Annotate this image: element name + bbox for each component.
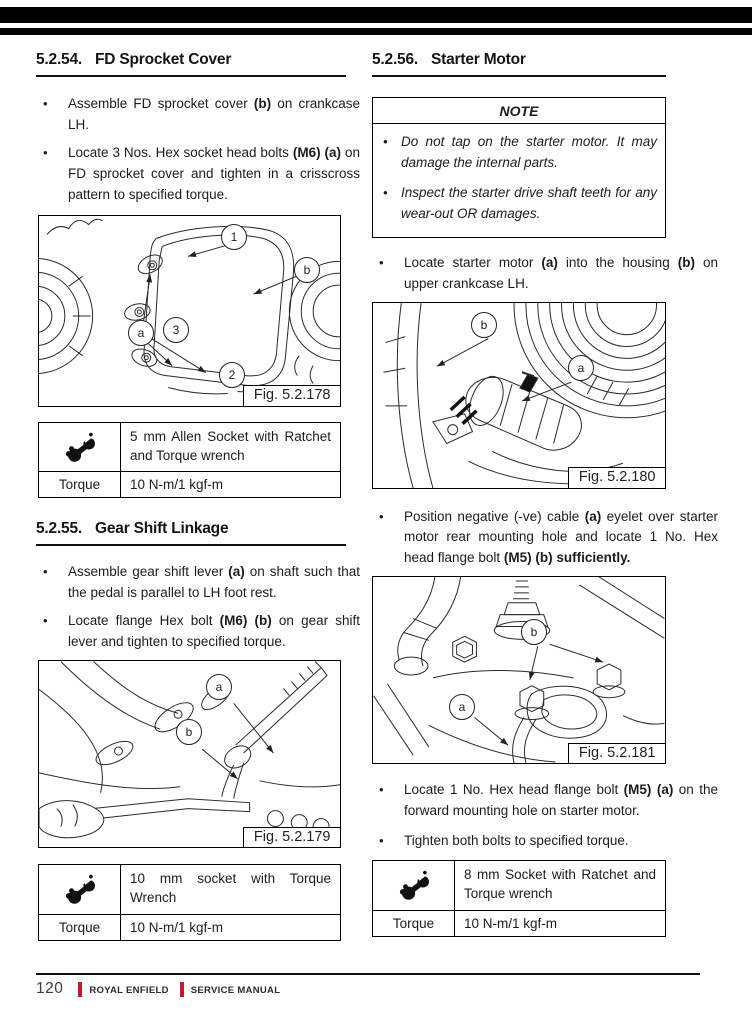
callout-1: 1 (221, 224, 247, 250)
note-title: NOTE (373, 98, 665, 124)
starter-motor-bullets-2 (372, 507, 718, 570)
note-bullet-inspect-teeth: • Inspect the starter drive shaft teeth for any wear-out OR damages. (373, 183, 657, 225)
footer (36, 980, 291, 998)
section-heading-fd-sprocket-cover (36, 51, 346, 77)
callout-b: b (176, 719, 202, 745)
gear-shift-linkage-drawing (39, 661, 340, 847)
callout-a: a (568, 355, 594, 381)
bullet-locate-bolts-m6: • Locate 3 Nos. Hex socket head bolts (M6) (a) on FD sprocket cover and tighten in a crisscross pattern to specified torque. (36, 143, 360, 206)
footer-rule (36, 973, 700, 975)
wrench-in-hand-icon (59, 872, 101, 906)
note-bullets (373, 132, 657, 225)
torque-table-gear-shift (38, 864, 341, 941)
bullet-position-negative-cable: • Position negative (-ve) cable (a) eyelet over starter motor rear mounting hole and locate 1 No. Hex head flange bolt (M5) (b) sufficiently. (372, 507, 718, 570)
section-title: Starter Motor (431, 51, 526, 68)
bullet-locate-forward-bolt: • Locate 1 No. Hex head flange bolt (M5) (a) on the forward mounting hole on starter motor. (372, 780, 718, 822)
tool-icon-cell (39, 423, 121, 472)
figure-caption: Fig. 5.2.178 (243, 385, 341, 407)
section-number: 5.2.56. (372, 51, 419, 68)
starter-bolt-drawing (373, 577, 665, 763)
callout-b: b (471, 312, 497, 338)
note-bullet-do-not-tap: • Do not tap on the starter motor. It may damage the internal parts. (373, 132, 657, 174)
fd-sprocket-bullets (36, 94, 360, 206)
bullet-tighten-both-bolts: • Tighten both bolts to specified torque. (372, 831, 718, 852)
footer-red-separator (78, 982, 82, 997)
gear-shift-bullets (36, 562, 360, 653)
section-title: FD Sprocket Cover (95, 51, 232, 68)
torque-value-cell: 10 N-m/1 kgf-m (455, 910, 665, 936)
footer-red-separator (180, 982, 184, 997)
section-number: 5.2.55. (36, 520, 83, 538)
top-thin-rule (0, 28, 752, 35)
section-number: 5.2.54. (36, 51, 83, 68)
tool-icon-cell (373, 861, 455, 910)
torque-value-cell: 10 N-m/1 kgf-m (121, 471, 340, 497)
note-box (372, 97, 666, 238)
figure-caption: Fig. 5.2.180 (568, 467, 666, 489)
figure-starter-motor-housing (372, 302, 666, 489)
figure-gear-shift-linkage (38, 660, 341, 848)
torque-value-cell: 10 N-m/1 kgf-m (121, 914, 340, 940)
section-title: Gear Shift Linkage (95, 520, 229, 538)
callout-a: a (449, 694, 475, 720)
callout-b: b (521, 619, 547, 645)
note-body (373, 124, 665, 237)
fd-sprocket-cover-drawing (39, 216, 340, 406)
figure-fd-sprocket-cover (38, 215, 341, 407)
torque-table-fd-sprocket (38, 422, 341, 499)
figure-caption: Fig. 5.2.179 (243, 827, 341, 849)
callout-a: a (206, 674, 232, 700)
torque-label-cell: Torque (39, 914, 121, 940)
callout-2: 2 (219, 362, 245, 388)
bullet-assemble-fd-cover: • Assemble FD sprocket cover (b) on crankcase LH. (36, 94, 360, 136)
tool-description-cell: 10 mm socket with Torque Wrench (130, 871, 331, 905)
callout-a: a (128, 320, 154, 346)
right-column (372, 36, 718, 937)
top-thick-rule (0, 7, 752, 23)
figure-caption: Fig. 5.2.181 (568, 743, 666, 765)
callout-3: 3 (163, 317, 189, 343)
torque-label-cell: Torque (39, 471, 121, 497)
wrench-in-hand-icon (59, 430, 101, 464)
bullet-assemble-gear-lever: • Assemble gear shift lever (a) on shaft such that the pedal is parallel to LH foot rest. (36, 562, 360, 604)
starter-motor-bullets-1 (372, 253, 718, 295)
footer-brand: ROYAL ENFIELD (89, 984, 169, 996)
torque-label-cell: Torque (373, 910, 455, 936)
bullet-locate-flange-bolt: • Locate flange Hex bolt (M6) (b) on gear shift lever and tighten to specified torque. (36, 611, 360, 653)
tool-icon-cell (39, 865, 121, 914)
left-column (36, 36, 360, 941)
starter-motor-drawing (373, 303, 665, 488)
wrench-in-hand-icon (393, 868, 435, 902)
tool-description-cell: 5 mm Allen Socket with Ratchet and Torque wrench (130, 428, 331, 463)
figure-starter-motor-bolts (372, 576, 666, 764)
tool-description-cell: 8 mm Socket with Ratchet and Torque wrench (464, 867, 656, 901)
footer-manual-label: SERVICE MANUAL (190, 984, 281, 996)
starter-motor-bullets-3 (372, 780, 718, 852)
section-heading-starter-motor (372, 51, 666, 77)
section-heading-gear-shift-linkage (36, 520, 346, 546)
bullet-locate-starter-motor: • Locate starter motor (a) into the housing (b) on upper crankcase LH. (372, 253, 718, 295)
torque-table-starter-motor (372, 860, 666, 937)
callout-b: b (294, 257, 320, 283)
page-number: 120 (36, 980, 64, 997)
